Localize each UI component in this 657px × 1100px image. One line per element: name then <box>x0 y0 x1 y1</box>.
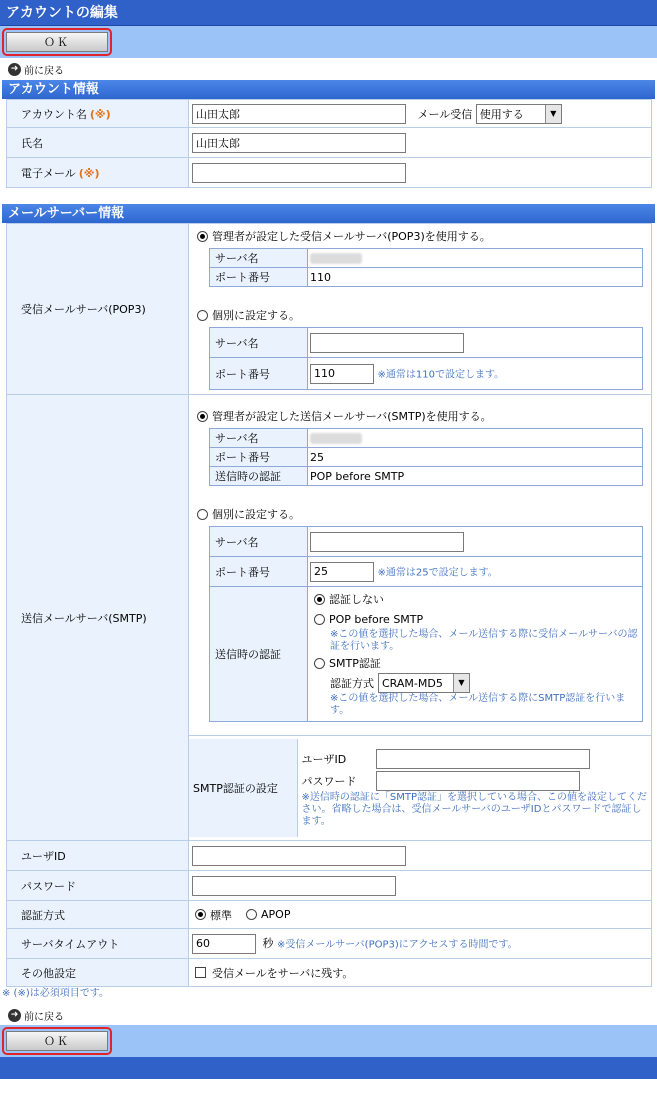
account-name-label-text: アカウント名 <box>21 107 87 121</box>
account-form-table <box>6 99 652 188</box>
user-id-label: ユーザID <box>7 841 189 871</box>
other-setting-label: その他設定 <box>7 959 189 987</box>
smtp-auth-setting-table <box>189 739 651 837</box>
pop3-custom-table <box>209 327 643 390</box>
password-input[interactable] <box>192 876 396 896</box>
smtp-custom-table <box>209 526 643 722</box>
smtp-cell <box>189 395 652 736</box>
auth-method-line <box>330 673 638 693</box>
auth-none-label: 認証しない <box>329 593 384 607</box>
account-name-row <box>7 100 652 128</box>
password-cell <box>189 871 652 901</box>
auth-none-option[interactable] <box>314 589 638 609</box>
mail-receive-select[interactable] <box>476 104 562 124</box>
auth-standard-radio[interactable] <box>195 909 206 920</box>
auth-method-label: 認証方式 <box>330 677 374 691</box>
pop3-custom-radio[interactable] <box>197 310 208 321</box>
smtp-auth-setting-label: SMTP認証の設定 <box>189 739 297 837</box>
bottom-ok-button[interactable]: ＯＫ <box>6 1031 108 1051</box>
timeout-input[interactable] <box>192 934 256 954</box>
smtp-admin-radio[interactable] <box>197 411 208 422</box>
leave-on-server-checkbox[interactable] <box>195 967 206 978</box>
smtp-admin-option-label: 管理者が設定した送信メールサーバ(SMTP)を使用する。 <box>212 410 492 424</box>
smtp-custom-port-label: ポート番号 <box>210 557 308 587</box>
password-row <box>7 871 652 901</box>
chevron-down-icon: ▼ <box>453 674 469 692</box>
pop3-custom-option-label: 個別に設定する。 <box>212 309 300 322</box>
auth-method-options <box>195 905 651 925</box>
smtp-admin-table <box>209 428 643 486</box>
pop3-custom-server-cell <box>308 328 643 358</box>
account-name-input[interactable] <box>192 104 406 124</box>
auth-method-value: CRAM-MD5 <box>382 676 443 690</box>
smtp-admin-port-value: 25 <box>308 448 643 467</box>
auth-none-radio[interactable] <box>314 594 325 605</box>
pop3-admin-server-value <box>308 249 643 268</box>
smtp-custom-server-label: サーバ名 <box>210 527 308 557</box>
smtp-custom-server-cell <box>308 527 643 557</box>
auth-method-row <box>7 901 652 929</box>
pop3-admin-server-label: サーバ名 <box>210 249 308 268</box>
account-section-heading: アカウント情報 <box>2 80 655 99</box>
fullname-label: 氏名 <box>7 128 189 158</box>
smtp-auth-setting-fields <box>297 739 651 837</box>
fullname-row <box>7 128 652 158</box>
pop3-server-input[interactable] <box>310 333 464 353</box>
top-ok-button[interactable]: ＯＫ <box>6 32 108 52</box>
bottom-back-link[interactable] <box>0 1005 657 1025</box>
pop3-port-input[interactable] <box>310 364 374 384</box>
smtp-admin-port-label: ポート番号 <box>210 448 308 467</box>
auth-smtp-option[interactable] <box>314 653 638 673</box>
smtp-admin-option[interactable] <box>197 406 647 426</box>
top-ok-highlight <box>2 28 112 56</box>
account-name-cell <box>189 100 652 128</box>
pop3-custom-option[interactable] <box>197 305 647 325</box>
smtp-custom-auth-label: 送信時の認証 <box>210 587 308 722</box>
leave-on-server-option[interactable] <box>195 963 651 983</box>
auth-smtp-hint: ※この値を選択した場合、メール送信する際にSMTP認証を行います。 <box>330 693 626 717</box>
email-row <box>7 158 652 188</box>
timeout-unit: 秒 <box>262 937 274 950</box>
smtp-userid-label: ユーザID <box>301 753 347 767</box>
auth-pop-option[interactable] <box>314 609 638 629</box>
timeout-cell <box>189 929 652 959</box>
footer-bar <box>0 1057 657 1079</box>
leave-on-server-label: 受信メールをサーバに残す。 <box>212 966 354 980</box>
mail-receive-value: 使用する <box>479 107 524 121</box>
smtp-auth-setting-cell <box>189 736 652 841</box>
smtp-custom-port-cell <box>308 557 643 587</box>
required-mark: (※) <box>78 166 100 180</box>
mail-receive-label: メール受信 <box>417 107 473 121</box>
pop3-admin-radio[interactable] <box>197 231 208 242</box>
auth-pop-hint: ※この値を選択した場合、メール送信する際に受信メールサーバの認証を行います。 <box>330 629 638 653</box>
auth-method-row-label: 認証方式 <box>7 901 189 929</box>
pop3-admin-port-value: 110 <box>308 268 643 287</box>
email-input[interactable] <box>192 163 406 183</box>
smtp-label: 送信メールサーバ(SMTP) <box>7 395 189 841</box>
fullname-cell <box>189 128 652 158</box>
smtp-userid-input[interactable] <box>376 749 590 769</box>
smtp-admin-server-value <box>308 429 643 448</box>
email-cell <box>189 158 652 188</box>
chevron-down-icon: ▼ <box>545 105 561 123</box>
email-label <box>7 158 189 188</box>
required-note: ※ (※)は必須項目です。 <box>2 988 109 999</box>
smtp-custom-option-label: 個別に設定する。 <box>212 508 300 522</box>
smtp-port-hint: ※通常は25で設定します。 <box>377 567 498 579</box>
auth-method-select[interactable] <box>378 673 470 693</box>
email-label-text: 電子メール <box>21 166 76 180</box>
auth-smtp-radio[interactable] <box>314 658 325 669</box>
smtp-server-input[interactable] <box>310 532 464 552</box>
pop3-cell <box>189 224 652 395</box>
server-form-table <box>6 223 652 987</box>
pop3-label: 受信メールサーバ(POP3) <box>7 224 189 395</box>
smtp-port-input[interactable] <box>310 562 374 582</box>
smtp-custom-radio[interactable] <box>197 509 208 520</box>
auth-method-row-cell <box>189 901 652 929</box>
page-title: アカウントの編集 <box>0 0 657 26</box>
pop3-custom-server-label: サーバ名 <box>210 328 308 358</box>
auth-standard-label: 標準 <box>210 908 232 922</box>
smtp-custom-option[interactable] <box>197 504 647 524</box>
other-setting-row <box>7 959 652 987</box>
pop3-admin-table <box>209 248 643 287</box>
pop3-row <box>7 224 652 395</box>
server-section-heading: メールサーバー情報 <box>2 204 655 223</box>
user-id-input[interactable] <box>192 846 406 866</box>
user-id-cell <box>189 841 652 871</box>
timeout-hint: ※受信メールサーバ(POP3)にアクセスする時間です。 <box>277 939 518 950</box>
password-label: パスワード <box>7 871 189 901</box>
auth-pop-radio[interactable] <box>314 614 325 625</box>
smtp-custom-auth-cell <box>308 587 643 722</box>
pop3-admin-port-label: ポート番号 <box>210 268 308 287</box>
bottom-ok-highlight <box>2 1027 112 1055</box>
smtp-password-line <box>302 770 648 792</box>
smtp-userid-line <box>302 748 648 770</box>
back-arrow-icon: ➜ <box>8 63 21 76</box>
user-id-row <box>7 841 652 871</box>
required-mark: (※) <box>89 107 111 121</box>
bottom-button-bar <box>0 1025 657 1057</box>
smtp-row <box>7 395 652 736</box>
auth-pop-label: POP before SMTP <box>329 612 424 626</box>
pop3-port-hint: ※通常は110で設定します。 <box>377 369 505 380</box>
smtp-admin-server-label: サーバ名 <box>210 429 308 448</box>
smtp-admin-auth-value: POP before SMTP <box>308 467 643 486</box>
other-setting-cell <box>189 959 652 987</box>
smtp-password-input[interactable] <box>376 771 580 791</box>
back-link-label: 前に戻る <box>24 65 64 77</box>
top-button-bar <box>0 26 657 58</box>
timeout-label: サーバタイムアウト <box>7 929 189 959</box>
pop3-custom-port-cell <box>308 358 643 390</box>
smtp-auth-hint: ※送信時の認証に「SMTP認証」を選択している場合、この値を設定してください。省略した場合は、受信メールサーバのユーザIDとパスワードで認証します。 <box>301 792 647 828</box>
top-back-link[interactable] <box>0 58 657 80</box>
auth-apop-radio[interactable] <box>246 909 257 920</box>
fullname-input[interactable] <box>192 133 406 153</box>
timeout-row <box>7 929 652 959</box>
smtp-admin-auth-label: 送信時の認証 <box>210 467 308 486</box>
auth-apop-label: APOP <box>261 908 291 921</box>
smtp-password-label: パスワード <box>301 775 357 789</box>
back-arrow-icon: ➜ <box>8 1009 21 1022</box>
pop3-custom-port-label: ポート番号 <box>210 358 308 390</box>
pop3-admin-option[interactable] <box>197 226 647 246</box>
pop3-admin-option-label: 管理者が設定した受信メールサーバ(POP3)を使用する。 <box>212 230 491 243</box>
back-link-label: 前に戻る <box>24 1011 64 1023</box>
account-name-label <box>7 100 189 128</box>
auth-smtp-label: SMTP認証 <box>329 657 381 671</box>
